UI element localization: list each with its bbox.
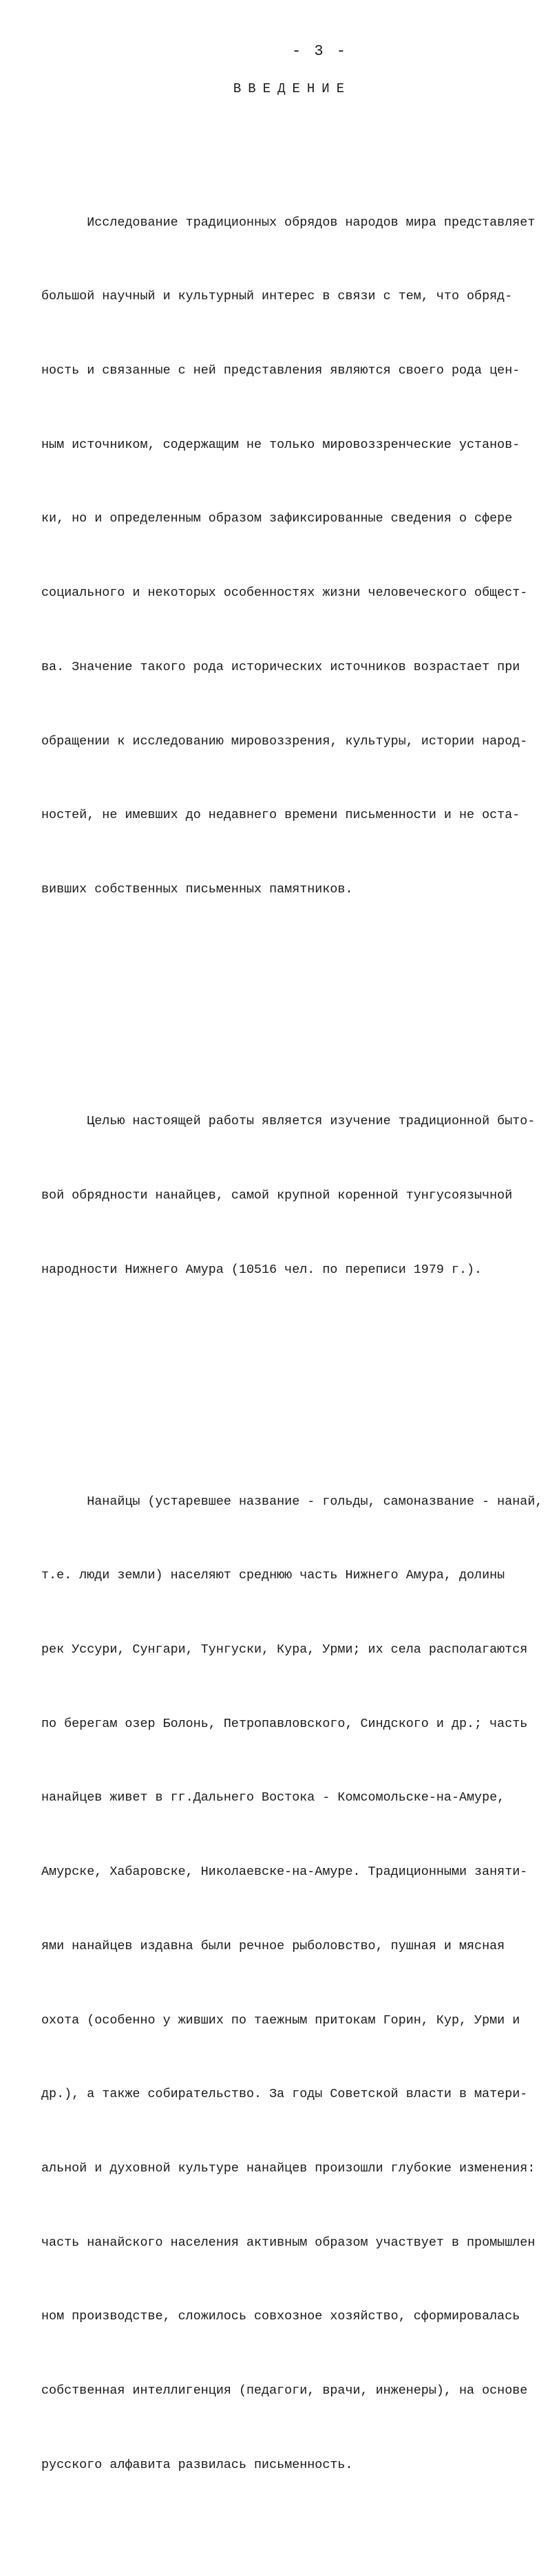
page-title: ВВЕДЕНИЕ bbox=[233, 81, 352, 96]
text-line: Амурске, Хабаровске, Николаевске-на-Амуре. Традиционными заняти- bbox=[41, 1865, 528, 1880]
text-line: ном производстве, сложилось совхозное хозяйство, сформировалась bbox=[41, 2309, 520, 2324]
text-line: Нанайцы (устаревшее название - гольды, самоназвание - нанай, bbox=[41, 1494, 543, 1509]
text-line: ность и связанные с ней представления являются своего рода цен- bbox=[41, 363, 520, 378]
text-line: др.), а также собирательство. За годы Советской власти в матери- bbox=[41, 2087, 528, 2102]
text-line: большой научный и культурный интерес в связи с тем, что обряд- bbox=[41, 289, 513, 304]
text-line: по берегам озер Болонь, Петропавловского, Синдского и др.; часть bbox=[41, 1716, 528, 1731]
text-line: социального и некоторых особенностях жизни человеческого общест- bbox=[41, 586, 528, 601]
text-line: вой обрядности нанайцев, самой крупной коренной тунгусоязычной bbox=[41, 1188, 513, 1203]
paragraph-gap bbox=[41, 1381, 537, 1391]
text-line: русского алфавита развилась письменность. bbox=[41, 2457, 353, 2472]
paragraph-2 bbox=[41, 1060, 537, 1331]
text-line: собственная интеллигенция (педагоги, врачи, инженеры), на основе bbox=[41, 2383, 528, 2398]
text-line: альной и духовной культуре нанайцев произошли глубокие изменения: bbox=[41, 2160, 536, 2176]
text-line: ки, но и определенным образом зафиксированные сведения о сфере bbox=[41, 511, 513, 526]
text-line: обращении к исследованию мировоззрения, культуры, истории народ- bbox=[41, 733, 528, 749]
paragraph-3 bbox=[41, 1440, 543, 2527]
text-line: народности Нижнего Амура (10516 чел. по переписи 1979 г.). bbox=[41, 1262, 483, 1277]
text-line: ным источником, содержащим не только мировоззренческие установ- bbox=[41, 437, 520, 452]
page-number: - 3 - bbox=[291, 43, 348, 60]
text-line: охота (особенно у живших по таежным притокам Горин, Кур, Урми и bbox=[41, 2012, 520, 2028]
text-line: ностей, не имевших до недавнего времени письменности и не оста- bbox=[41, 808, 520, 823]
text-line: Целью настоящей работы является изучение традиционной быто- bbox=[41, 1114, 536, 1129]
document-body bbox=[41, 111, 543, 2576]
text-line: часть нанайского населения активным образом участвует в промышлен bbox=[41, 2235, 536, 2250]
text-line: вивших собственных письменных памятников. bbox=[41, 881, 353, 897]
text-line: ва. Значение такого рода исторических источников возрастает при bbox=[41, 659, 520, 674]
paragraph-gap bbox=[41, 1000, 537, 1010]
text-line: т.е. люди земли) населяют среднюю часть Нижнего Амура, долины bbox=[41, 1568, 505, 1583]
text-line: нанайцев живет в гг.Дальнего Востока - Комсомольске-на-Амуре, bbox=[41, 1790, 505, 1805]
text-line: ями нанайцев издавна были речное рыболовство, пушная и мясная bbox=[41, 1938, 505, 1953]
paragraph-1 bbox=[41, 161, 537, 952]
text-line: Исследование традиционных обрядов народов мира представляет bbox=[41, 215, 536, 230]
text-line: рек Уссури, Сунгари, Тунгуски, Кура, Урми; их села располагаются bbox=[41, 1642, 528, 1657]
